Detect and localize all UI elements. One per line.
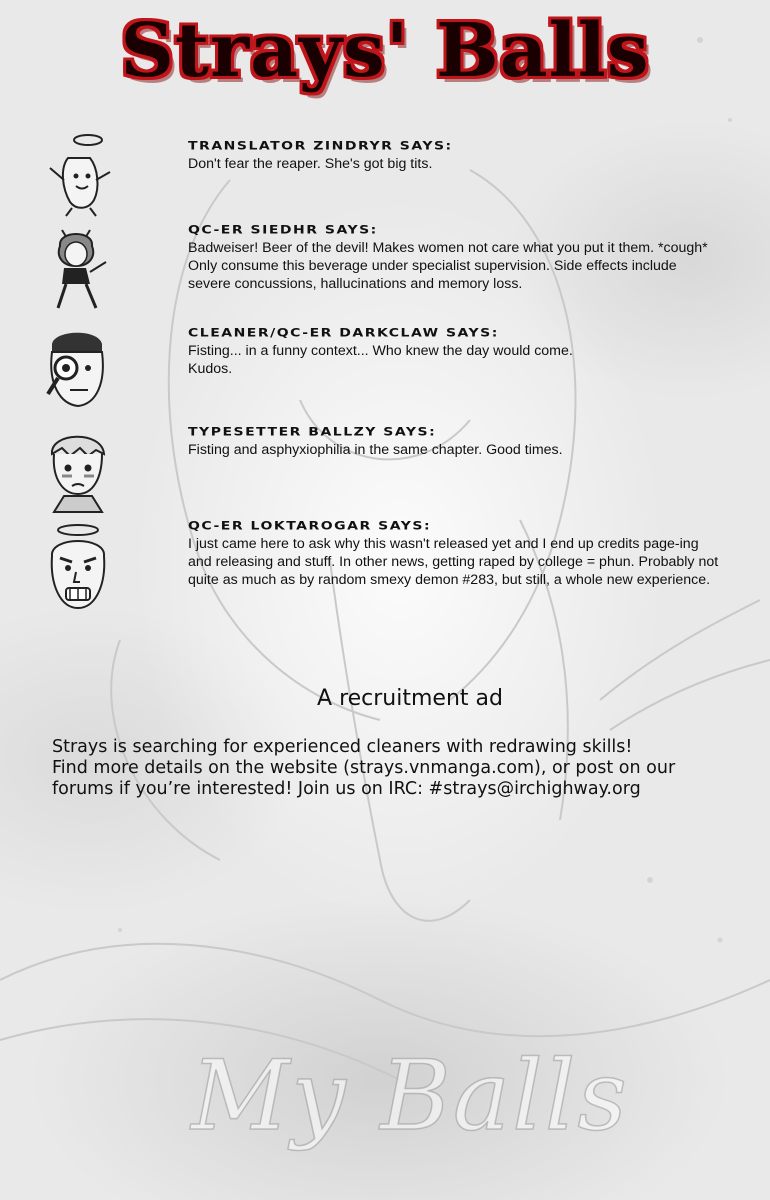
comment-text: Don't fear the reaper. She's got big tits. bbox=[188, 156, 433, 172]
devil-girl-icon bbox=[40, 222, 116, 312]
comment-heading: QC-ER SIEDHR SAYS: bbox=[188, 223, 378, 237]
magnifying-glass-man-icon bbox=[40, 324, 116, 414]
comment-text: I just came here to ask why this wasn't released yet and I end up credits page-ing and releasing and stuff. In other news, getting raped by college = phun. Probably not quite as much as by random smexy demon #283, but still, a whole new experience. bbox=[188, 536, 719, 588]
recruitment-title: A recruitment ad bbox=[317, 686, 503, 711]
staff-comment bbox=[188, 222, 763, 293]
comment-heading: TRANSLATOR ZINDRYR SAYS: bbox=[188, 139, 453, 153]
haloed-old-man-icon bbox=[40, 522, 116, 612]
page-title: Strays' Balls bbox=[120, 8, 650, 94]
staff-comment bbox=[188, 325, 763, 378]
comment-heading: QC-ER LOKTAROGAR SAYS: bbox=[188, 519, 432, 533]
blushing-boy-icon bbox=[40, 424, 116, 514]
recruitment-text: Strays is searching for experienced cleaners with redrawing skills! Find more details on the website (strays.vnmanga.com), or post on our forums if you’re interested! Join us on IRC: #strays@irchighway.org bbox=[52, 737, 676, 799]
comment-heading: CLEANER/QC-ER DARKCLAW SAYS: bbox=[188, 326, 499, 340]
angel-ghost-icon bbox=[40, 128, 116, 218]
comment-text: Fisting and asphyxiophilia in the same chapter. Good times. bbox=[188, 442, 563, 458]
staff-comment bbox=[188, 424, 763, 459]
footer-logo: My Balls bbox=[191, 1040, 629, 1152]
staff-comment bbox=[188, 138, 763, 173]
comment-text: Badweiser! Beer of the devil! Makes women not care what you put it them. *cough* Only consume this beverage under specialist supervision. Side effects include severe concussions, hallucinations and memory loss. bbox=[188, 240, 708, 292]
comment-text: Fisting... in a funny context... Who knew the day would come. Kudos. bbox=[188, 343, 573, 377]
staff-comment bbox=[188, 518, 763, 589]
comment-heading: TYPESETTER BALLZY SAYS: bbox=[188, 425, 437, 439]
